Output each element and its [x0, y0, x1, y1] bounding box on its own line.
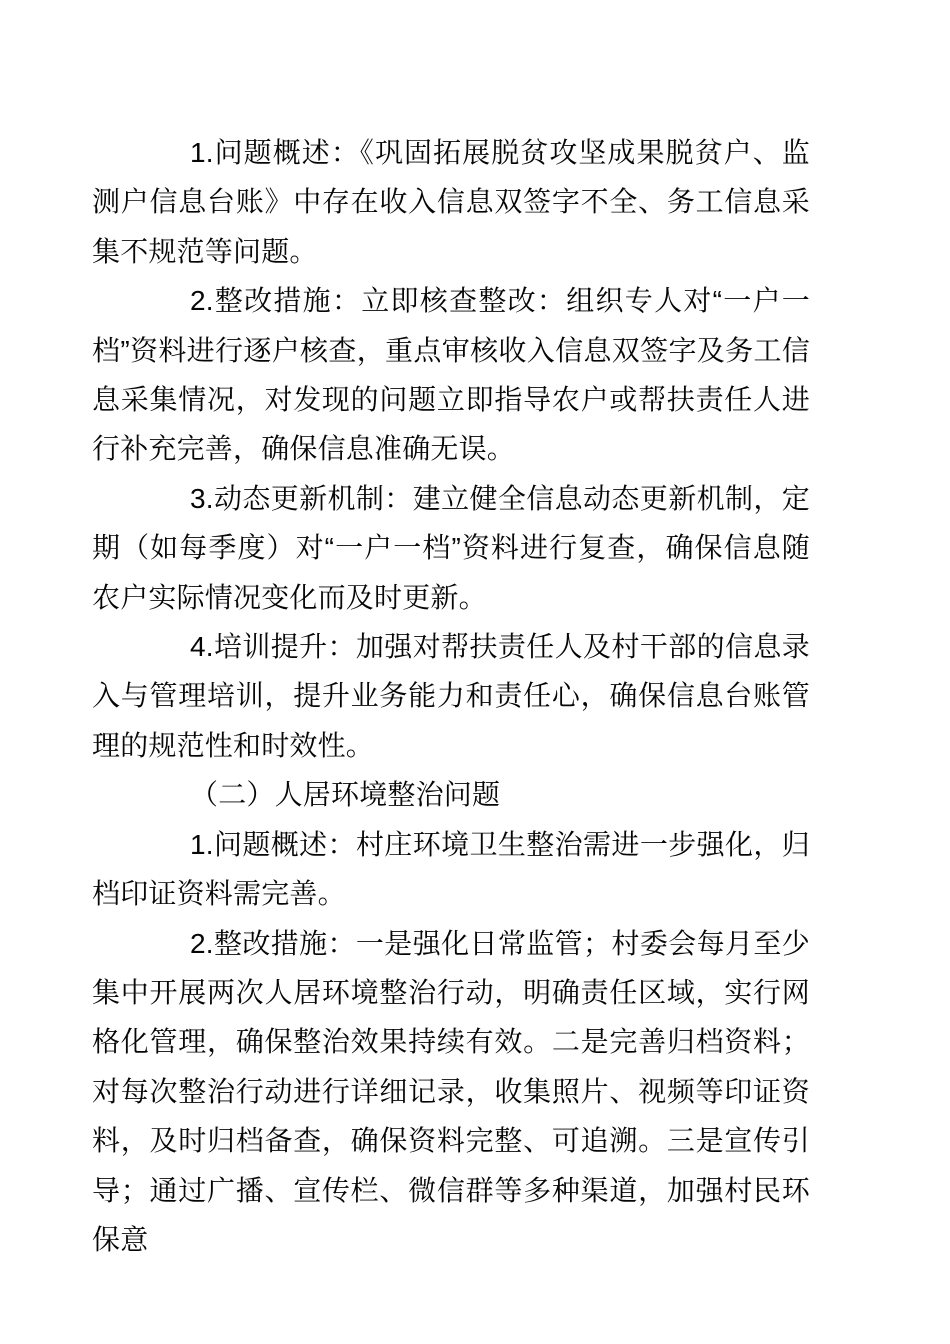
paragraph: 1.问题概述：村庄环境卫生整治需进一步强化，归档印证资料需完善。 — [92, 828, 810, 910]
paragraph: 3.动态更新机制：建立健全信息动态更新机制，定期（如每季度）对“一户一档”资料进行复查，确保信息随农户实际情况变化而及时更新。 — [92, 482, 810, 613]
document-body — [92, 128, 810, 1264]
paragraph: 4.培训提升：加强对帮扶责任人及村干部的信息录入与管理培训，提升业务能力和责任心，确保信息台账管理的规范性和时效性。 — [92, 631, 810, 761]
paragraph: 1.问题概述：《巩固拓展脱贫攻坚成果脱贫户、监测户信息台账》中存在收入信息双签字不全、务工信息采集不规范等问题。 — [92, 137, 810, 267]
paragraph: （二）人居环境整治问题 — [190, 779, 501, 811]
paragraph: 2.整改措施：一是强化日常监管；村委会每月至少集中开展两次人居环境整治行动，明确责任区域，实行网格化管理，确保整治效果持续有效。二是完善归档资料；对每次整治行动进行详细记录，收集照片、视频等印证资料，及时归档备查，确保资料完整、可追溯。三是宣传引导；通过广播、宣传栏、微信群等多种渠道，加强村民环保意 — [92, 927, 810, 1255]
paragraph: 2.整改措施：立即核查整改：组织专人对“一户一档”资料进行逐户核查，重点审核收入信息双签字及务工信息采集情况，对发现的问题立即指导农户或帮扶责任人进行补充完善，确保信息准确无误。 — [92, 285, 810, 465]
